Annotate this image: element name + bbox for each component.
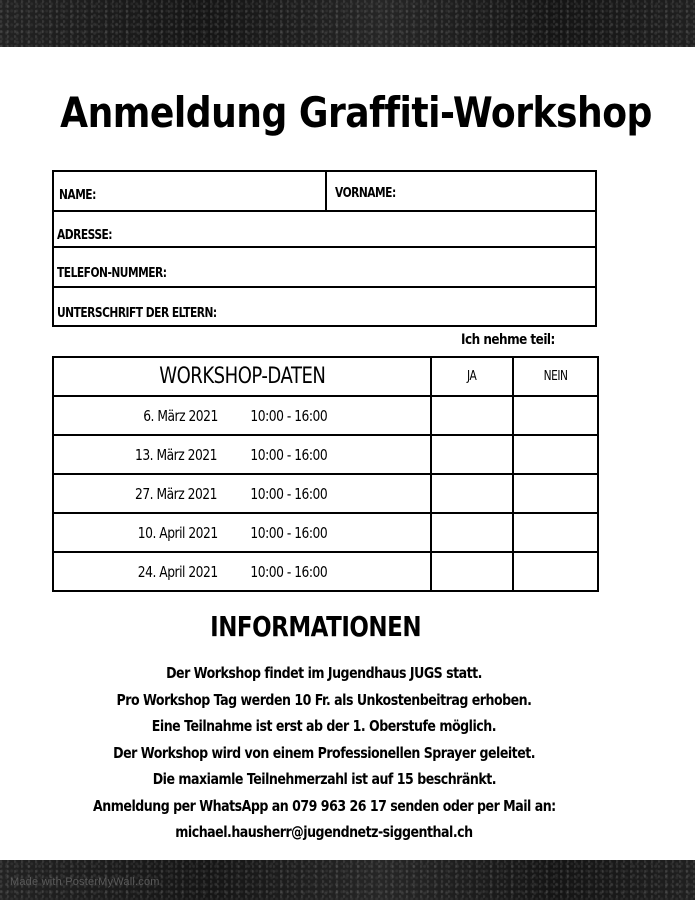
unterschrift-field[interactable]	[52, 286, 597, 327]
yes-checkbox[interactable]	[431, 552, 513, 591]
participation-label: Ich nehme teil:	[461, 332, 555, 348]
top-texture-band	[0, 0, 695, 47]
yes-checkbox[interactable]	[431, 435, 513, 474]
table-row	[53, 552, 598, 591]
workshop-date-cell: 27. März 2021 10:00 - 16:00	[53, 474, 431, 513]
vorname-field[interactable]	[325, 170, 597, 212]
no-checkbox[interactable]	[513, 435, 598, 474]
yes-column-header: JA	[431, 357, 513, 396]
no-checkbox[interactable]	[513, 474, 598, 513]
workshop-date-cell: 6. März 2021 10:00 - 16:00	[53, 396, 431, 435]
yes-checkbox[interactable]	[431, 474, 513, 513]
adresse-field[interactable]	[52, 210, 597, 248]
info-line: Der Workshop wird von einem Professionellen Sprayer geleitet.	[113, 743, 535, 762]
no-column-header: NEIN	[513, 357, 598, 396]
yes-checkbox[interactable]	[431, 513, 513, 552]
name-field[interactable]	[52, 170, 327, 212]
page-title: Anmeldung Graffiti-Workshop	[60, 88, 652, 137]
workshop-date-cell: 10. April 2021 10:00 - 16:00	[53, 513, 431, 552]
no-checkbox[interactable]	[513, 552, 598, 591]
info-heading: INFORMATIONEN	[210, 610, 422, 643]
info-line: Der Workshop findet im Jugendhaus JUGS statt.	[166, 664, 482, 682]
info-line: Eine Teilnahme ist erst ab der 1. Oberstufe möglich.	[151, 717, 497, 735]
workshop-dates-table	[52, 356, 599, 592]
info-text-block	[0, 663, 648, 849]
name-label: NAME:	[59, 188, 96, 203]
info-line: Die maxiamle Teilnehmerzahl ist auf 15 beschränkt.	[152, 770, 496, 788]
table-row	[53, 396, 598, 435]
telefon-label: TELEFON-NUMMER:	[57, 266, 167, 281]
no-checkbox[interactable]	[513, 396, 598, 435]
telefon-field[interactable]	[52, 246, 597, 288]
contact-email[interactable]: michael.hausherr@jugendnetz-siggenthal.ch	[175, 823, 473, 841]
workshop-dates-header: WORKSHOP-DATEN	[53, 357, 431, 396]
watermark-text: Made with PosterMyWall.com	[10, 876, 160, 888]
table-row	[53, 435, 598, 474]
info-line: Pro Workshop Tag werden 10 Fr. als Unkostenbeitrag erhoben.	[116, 690, 532, 709]
table-row	[53, 513, 598, 552]
table-row	[53, 474, 598, 513]
unterschrift-label: UNTERSCHRIFT DER ELTERN:	[57, 306, 217, 321]
table-header-row	[53, 357, 598, 396]
no-checkbox[interactable]	[513, 513, 598, 552]
workshop-date-cell: 13. März 2021 10:00 - 16:00	[53, 435, 431, 474]
adresse-label: ADRESSE:	[57, 228, 113, 243]
workshop-date-cell: 24. April 2021 10:00 - 16:00	[53, 552, 431, 591]
vorname-label: VORNAME:	[335, 186, 396, 201]
info-line: Anmeldung per WhatsApp an 079 963 26 17 senden oder per Mail an:	[92, 796, 556, 815]
yes-checkbox[interactable]	[431, 396, 513, 435]
